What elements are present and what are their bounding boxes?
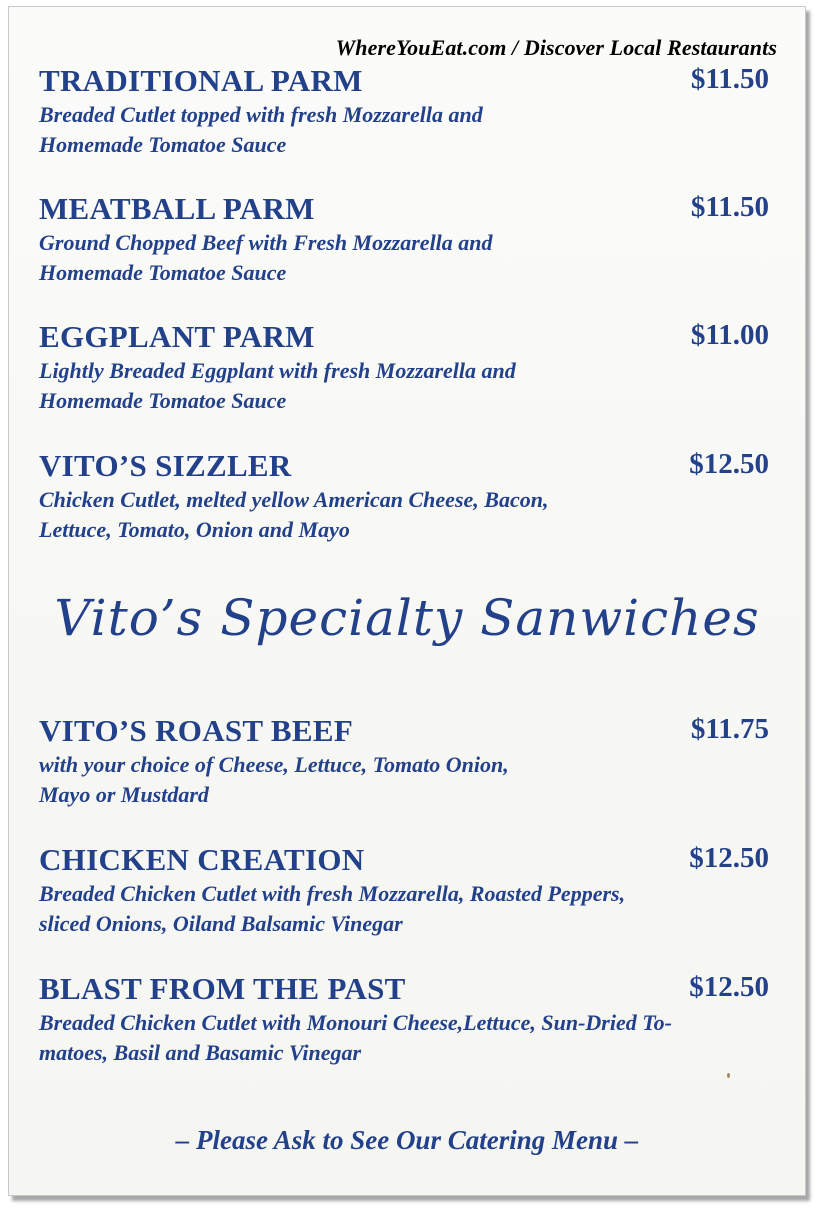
description-line: Lightly Breaded Eggplant with fresh Mozzarella and <box>39 358 516 383</box>
item-price: $11.00 <box>690 319 769 351</box>
item-description <box>39 750 509 810</box>
description-line: Ground Chopped Beef with Fresh Mozzarella and <box>39 230 493 255</box>
item-price: $11.50 <box>690 63 769 95</box>
description-line: Homemade Tomatoe Sauce <box>39 260 287 285</box>
item-name: CHICKEN CREATION <box>39 842 365 877</box>
item-name: VITO’S SIZZLER <box>39 448 292 483</box>
item-price: $12.50 <box>689 971 769 1003</box>
menu-page <box>8 6 806 1196</box>
item-description <box>39 879 625 939</box>
item-price: $12.50 <box>689 448 769 480</box>
item-description <box>39 485 548 545</box>
item-description <box>39 1008 672 1068</box>
description-line: Homemade Tomatoe Sauce <box>39 388 287 413</box>
description-line: Lettuce, Tomato, Onion and Mayo <box>39 517 350 542</box>
description-line: Breaded Chicken Cutlet with fresh Mozzarella, Roasted Peppers, <box>39 881 626 906</box>
description-line: Homemade Tomatoe Sauce <box>39 132 287 157</box>
description-line: Breaded Cutlet topped with fresh Mozzarella and <box>39 102 483 127</box>
description-line: Chicken Cutlet, melted yellow American Cheese, Bacon, <box>39 487 549 512</box>
description-line: sliced Onions, Oiland Balsamic Vinegar <box>39 911 403 936</box>
item-price: $12.50 <box>689 842 769 874</box>
item-description <box>39 356 516 416</box>
watermark: WhereYouEat.com / Discover Local Restaurants <box>335 35 777 60</box>
paper-speck <box>727 1073 730 1078</box>
item-name: EGGPLANT PARM <box>39 319 315 354</box>
description-line: Breaded Chicken Cutlet with Monouri Cheese,Lettuce, Sun-Dried To- <box>39 1010 672 1035</box>
item-price: $11.75 <box>690 713 769 745</box>
description-line: Mayo or Mustdard <box>39 782 209 807</box>
item-name: BLAST FROM THE PAST <box>39 971 406 1006</box>
item-name: VITO’S ROAST BEEF <box>39 713 354 748</box>
item-name: TRADITIONAL PARM <box>39 63 363 98</box>
catering-note: – Please Ask to See Our Catering Menu – <box>175 1125 639 1155</box>
item-name: MEATBALL PARM <box>39 191 315 226</box>
item-description <box>39 100 483 160</box>
section-title: Vito’s Specialty Sanwiches <box>54 589 760 647</box>
item-price: $11.50 <box>690 191 769 223</box>
item-description <box>39 228 493 288</box>
description-line: matoes, Basil and Basamic Vinegar <box>39 1040 362 1065</box>
description-line: with your choice of Cheese, Lettuce, Tomato Onion, <box>39 752 509 777</box>
